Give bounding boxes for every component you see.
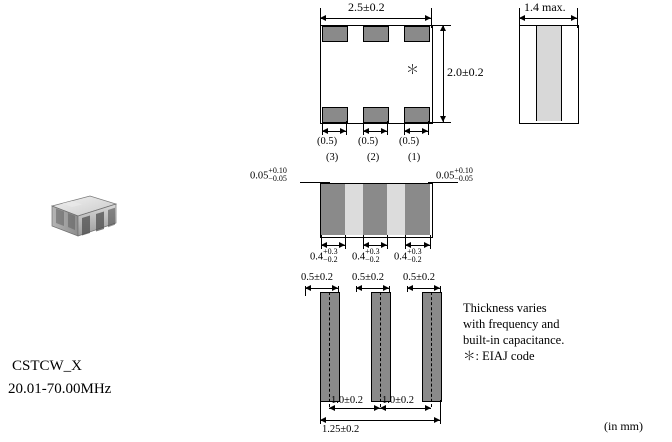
side-width-ext-right: [577, 8, 578, 28]
mid-b-sub: −0.2: [365, 254, 380, 264]
gap-right-value: 0.05: [436, 170, 455, 182]
land-center-dash-3: [329, 292, 330, 407]
component-photo-svg: [38, 190, 124, 246]
pitch-label-1: 1.0±0.2: [331, 395, 364, 406]
land-pad-3: [320, 292, 340, 402]
pin-number-2: (2): [367, 152, 380, 163]
top-view-pad-top-left: [322, 26, 348, 42]
pitch2-arrow-right: [425, 405, 431, 411]
gap-left-sup: +0.10: [268, 166, 287, 175]
land-center-dash-2: [380, 292, 381, 407]
note-line-2: with frequency and: [463, 317, 560, 331]
top-height-label: 2.0±0.2: [447, 65, 484, 79]
land-pad-2: [371, 292, 391, 402]
bottom-view-electrode-1: [405, 184, 430, 235]
top-view-pad-top-center: [363, 26, 389, 42]
gap-left-leader: [300, 182, 330, 183]
top-view-pad-top-right: [404, 26, 430, 42]
mid-width-label-3: [310, 248, 338, 264]
land-label-1: 0.5±0.2: [403, 272, 436, 283]
mid-a-value: 0.4: [310, 251, 324, 263]
pad-width-label-1: (0.5): [399, 136, 420, 147]
gap-right-sub: −0.05: [454, 173, 473, 183]
top-view-pad-bottom-center: [363, 107, 389, 123]
top-width-dim-line: [320, 18, 431, 19]
gap-left-value: 0.05: [250, 170, 269, 182]
land-label-3: 0.5±0.2: [301, 272, 334, 283]
total-arrow-right: [434, 417, 440, 423]
top-width-arrow-right: [425, 15, 431, 21]
mid-width-label-2: [352, 248, 380, 264]
land-pad-1: [422, 292, 442, 402]
mid-b-value: 0.4: [352, 251, 366, 263]
pad2-arrow-left: [363, 128, 369, 134]
top-view-pad-bottom-left: [322, 107, 348, 123]
total-ext-right: [440, 400, 441, 424]
mid-c-sup: +0.3: [407, 247, 422, 256]
top-width-arrow-left: [320, 15, 326, 21]
bottom-view-gap-left: [345, 184, 363, 235]
side-width-dim-line: [519, 18, 577, 19]
pad2-arrow-right: [381, 128, 387, 134]
side-width-arrow-right: [571, 15, 577, 21]
mid3-arrow-right: [339, 242, 345, 248]
top-width-label: 2.5±0.2: [348, 0, 385, 14]
mid-c-value: 0.4: [394, 251, 408, 263]
land3-ext-left: [305, 286, 306, 296]
pin-number-1: (1): [408, 152, 421, 163]
total-width-label: 1.25±0.2: [322, 424, 360, 435]
pad-width-label-3: (0.5): [317, 136, 338, 147]
total-dim-line: [320, 420, 440, 421]
part-frequency-range: 20.01-70.00MHz: [8, 381, 112, 397]
total-arrow-left: [320, 417, 326, 423]
mid1-ext-right: [430, 235, 431, 249]
bottom-view-gap-right: [387, 184, 405, 235]
pin-number-3: (3): [326, 152, 339, 163]
top-height-arrow-up: [440, 25, 446, 31]
pad3-arrow-right: [340, 128, 346, 134]
pad3-ext-right: [346, 121, 347, 135]
component-photo: [38, 190, 124, 246]
eiaj-code-mark: ＊: [406, 62, 420, 77]
pitch-label-2: 1.0±0.2: [382, 395, 415, 406]
mid-c-sub: −0.2: [407, 254, 422, 264]
pad1-arrow-left: [404, 128, 410, 134]
pad1-ext-right: [428, 121, 429, 135]
part-name: CSTCW_X: [12, 358, 83, 374]
pad2-ext-right: [387, 121, 388, 135]
note-line-1: Thickness varies: [463, 301, 547, 315]
mid-width-label-1: [394, 248, 422, 264]
gap-left-label: [250, 167, 287, 183]
mid2-ext-right: [387, 235, 388, 249]
bottom-view-electrode-2: [363, 184, 387, 235]
top-height-dim-line: [443, 25, 444, 122]
top-view-pad-bottom-right: [404, 107, 430, 123]
mid-b-sup: +0.3: [365, 247, 380, 256]
mid-a-sub: −0.2: [323, 254, 338, 264]
mid2-arrow-right: [381, 242, 387, 248]
pad-width-label-2: (0.5): [358, 136, 379, 147]
pitch1-dim-line: [329, 408, 380, 409]
gap-right-sup: +0.10: [454, 166, 473, 175]
note-line-4: ＊: EIAJ code: [463, 349, 535, 363]
bottom-view-electrode-3: [321, 184, 345, 235]
top-height-ext-bottom: [429, 122, 451, 123]
pad3-arrow-left: [322, 128, 328, 134]
side-width-arrow-left: [519, 15, 525, 21]
top-height-arrow-down: [440, 116, 446, 122]
gap-left-sub: −0.05: [268, 173, 287, 183]
land-center-dash-1: [431, 292, 432, 407]
pitch2-dim-line: [380, 408, 431, 409]
note-line-3: built-in capacitance.: [463, 333, 565, 347]
mid3-ext-right: [345, 235, 346, 249]
side-view-center-band: [536, 26, 562, 121]
land-label-2: 0.5±0.2: [352, 272, 385, 283]
mid1-arrow-right: [424, 242, 430, 248]
side-width-label: 1.4 max.: [524, 0, 566, 14]
gap-right-label: [436, 167, 473, 183]
units-label: (in mm): [604, 419, 643, 433]
pad1-arrow-right: [422, 128, 428, 134]
mid-a-sup: +0.3: [323, 247, 338, 256]
